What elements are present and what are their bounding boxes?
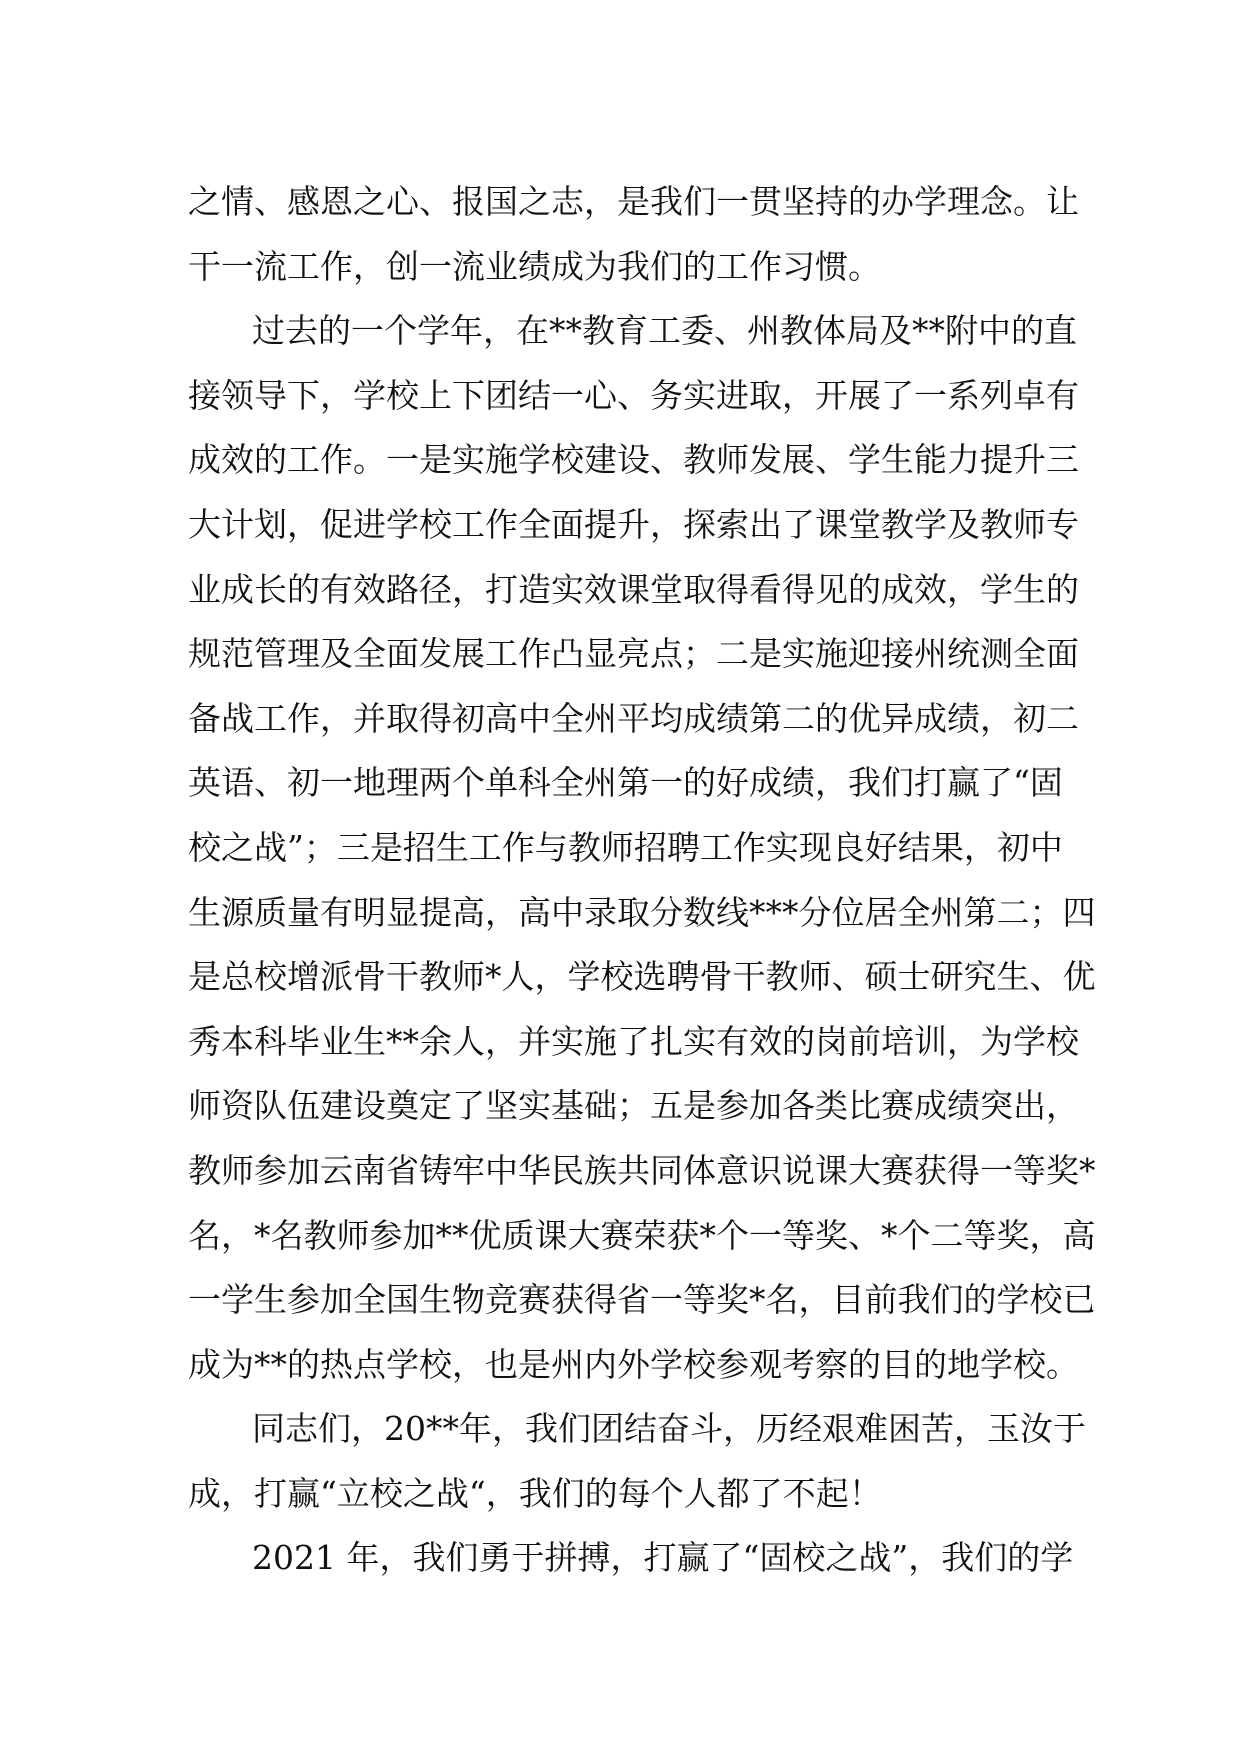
- text-line: 2021 年，我们勇于拼搏，打赢了“固校之战”，我们的学: [252, 1538, 1074, 1578]
- paragraph-4: [188, 1526, 1074, 1591]
- text-line: 名，*名教师参加**优质课大赛荣获*个一等奖、*个二等奖，高: [188, 1215, 1096, 1255]
- paragraph-1: [188, 170, 1079, 299]
- text-line: 接领导下，学校上下团结一心、务实进取，开展了一系列卓有: [188, 375, 1079, 415]
- text-line: 业成长的有效路径，打造实效课堂取得看得见的成效，学生的: [188, 569, 1079, 609]
- text-line: 大计划，促进学校工作全面提升，探索出了课堂教学及教师专: [188, 504, 1079, 544]
- text-line: 成为**的热点学校，也是州内外学校参观考察的目的地学校。: [188, 1344, 1079, 1384]
- document-page: [188, 170, 1096, 1591]
- text-line: 成，打赢“立校之战“，我们的每个人都了不起！: [188, 1473, 882, 1513]
- text-line: 英语、初一地理两个单科全州第一的好成绩，我们打赢了“固: [188, 763, 1063, 803]
- text-line: 规范管理及全面发展工作凸显亮点；二是实施迎接州统测全面: [188, 634, 1079, 674]
- text-line: 校之战”；三是招生工作与教师招聘工作实现良好结果，初中: [188, 827, 1063, 867]
- text-line: 干一流工作，创一流业绩成为我们的工作习惯。: [188, 246, 881, 286]
- text-line: 同志们，20**年，我们团结奋斗，历经艰难困苦，玉汝于: [252, 1409, 1086, 1449]
- text-line: 师资队伍建设奠定了坚实基础；五是参加各类比赛成绩突出，: [188, 1086, 1079, 1126]
- text-line: 是总校增派骨干教师*人，学校选聘骨干教师、硕士研究生、优: [188, 957, 1096, 997]
- paragraph-2: [188, 299, 1096, 1397]
- text-line: 一学生参加全国生物竞赛获得省一等奖*名，目前我们的学校已: [188, 1280, 1096, 1320]
- text-line: 备战工作，并取得初高中全州平均成绩第二的优异成绩，初二: [188, 698, 1079, 738]
- text-line: 之情、感恩之心、报国之志，是我们一贯坚持的办学理念。让: [188, 182, 1079, 221]
- text-line: 过去的一个学年，在**教育工委、州教体局及**附中的直: [252, 311, 1077, 351]
- text-line: 教师参加云南省铸牢中华民族共同体意识说课大赛获得一等奖*: [188, 1150, 1096, 1190]
- text-line: 成效的工作。一是实施学校建设、教师发展、学生能力提升三: [188, 440, 1079, 480]
- paragraph-3: [188, 1397, 1086, 1526]
- text-line: 秀本科毕业生**余人，并实施了扎实有效的岗前培训，为学校: [188, 1021, 1079, 1061]
- text-line: 生源质量有明显提高，高中录取分数线***分位居全州第二；四: [188, 892, 1096, 932]
